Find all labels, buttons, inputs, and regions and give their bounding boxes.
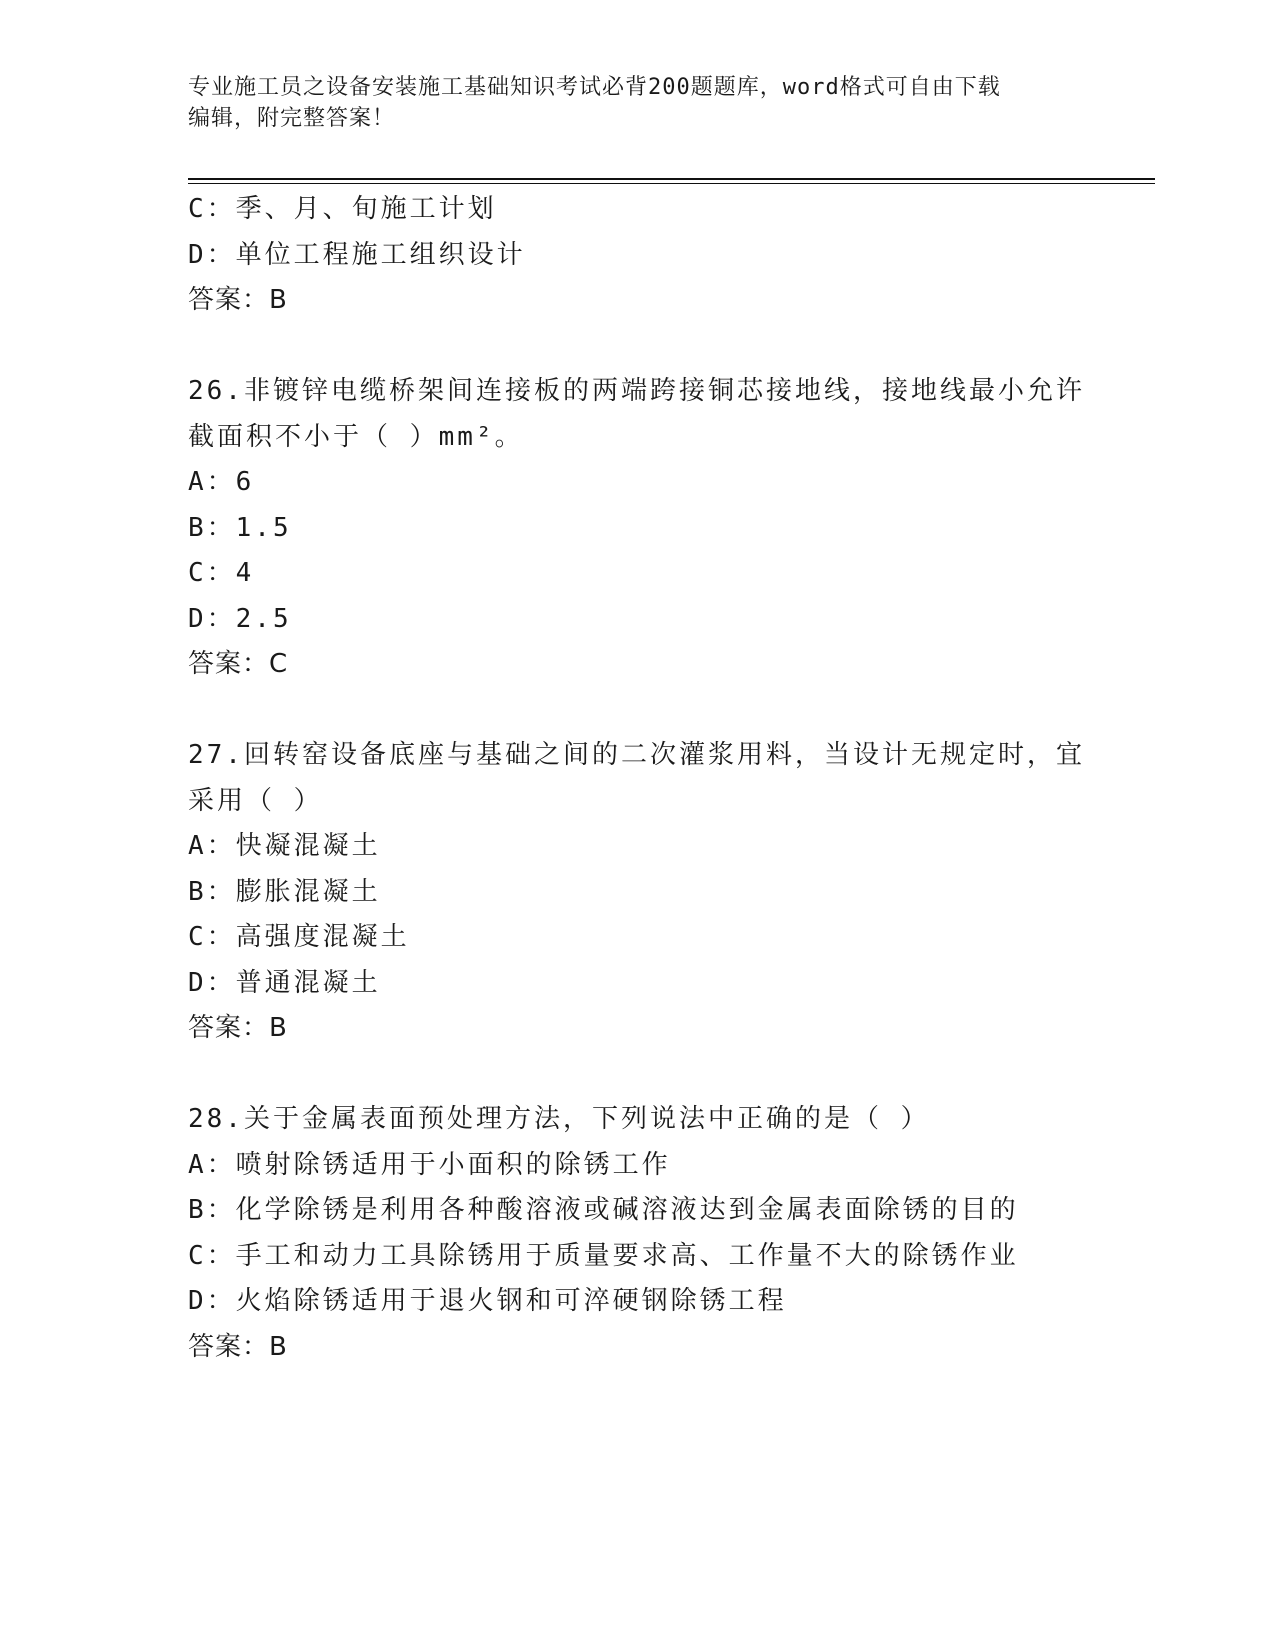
option-b: B：1.5: [188, 512, 292, 543]
spacer: [188, 324, 1108, 370]
option-d: D：普通混凝土: [188, 967, 381, 998]
option-a: A：快凝混凝土: [188, 831, 381, 861]
document-body: [188, 187, 1108, 1370]
question-25-tail: [188, 187, 1108, 324]
answer: 答案：B: [188, 1013, 288, 1043]
question-text-line-1: 27.回转窑设备底座与基础之间的二次灌浆用料，当设计无规定时，宜: [188, 740, 1085, 770]
header-line-1: 专业施工员之设备安装施工基础知识考试必背200题题库，word格式可自由下载: [188, 75, 1001, 100]
header-divider-thick: [188, 178, 1155, 180]
option-c: C：4: [188, 558, 255, 588]
option-c: C：手工和动力工具除锈用于质量要求高、工作量不大的除锈作业: [188, 1240, 1019, 1271]
option-d: D：2.5: [188, 603, 292, 634]
answer: 答案：C: [188, 649, 289, 679]
question-text-line-2: 截面积不小于（ ）mm²。: [188, 421, 524, 452]
spacer: [188, 1052, 1108, 1098]
header-divider-thin: [188, 183, 1155, 184]
question-text-line-1: 28.关于金属表面预处理方法，下列说法中正确的是（ ）: [188, 1104, 930, 1134]
option-c: C：季、月、旬施工计划: [188, 194, 497, 224]
answer: 答案：B: [188, 1331, 288, 1362]
question-28: [188, 1097, 1108, 1370]
header-line-2: 编辑，附完整答案！: [188, 106, 396, 131]
question-text-line-1: 26.非镀锌电缆桥架间连接板的两端跨接铜芯接地线，接地线最小允许: [188, 376, 1085, 406]
option-c: C：高强度混凝土: [188, 922, 410, 952]
option-a: A：6: [188, 467, 255, 497]
question-text-line-2: 采用（ ）: [188, 785, 323, 816]
question-27: [188, 733, 1108, 1052]
document-header: [188, 72, 1088, 134]
option-b: B：膨胀混凝土: [188, 876, 381, 907]
spacer: [188, 688, 1108, 734]
question-26: [188, 369, 1108, 688]
option-b: B：化学除锈是利用各种酸溶液或碱溶液达到金属表面除锈的目的: [188, 1195, 1019, 1225]
answer: 答案：B: [188, 285, 288, 315]
option-d: D：火焰除锈适用于退火钢和可淬硬钢除锈工程: [188, 1286, 787, 1316]
option-d: D：单位工程施工组织设计: [188, 239, 526, 270]
option-a: A：喷射除锈适用于小面积的除锈工作: [188, 1149, 671, 1180]
